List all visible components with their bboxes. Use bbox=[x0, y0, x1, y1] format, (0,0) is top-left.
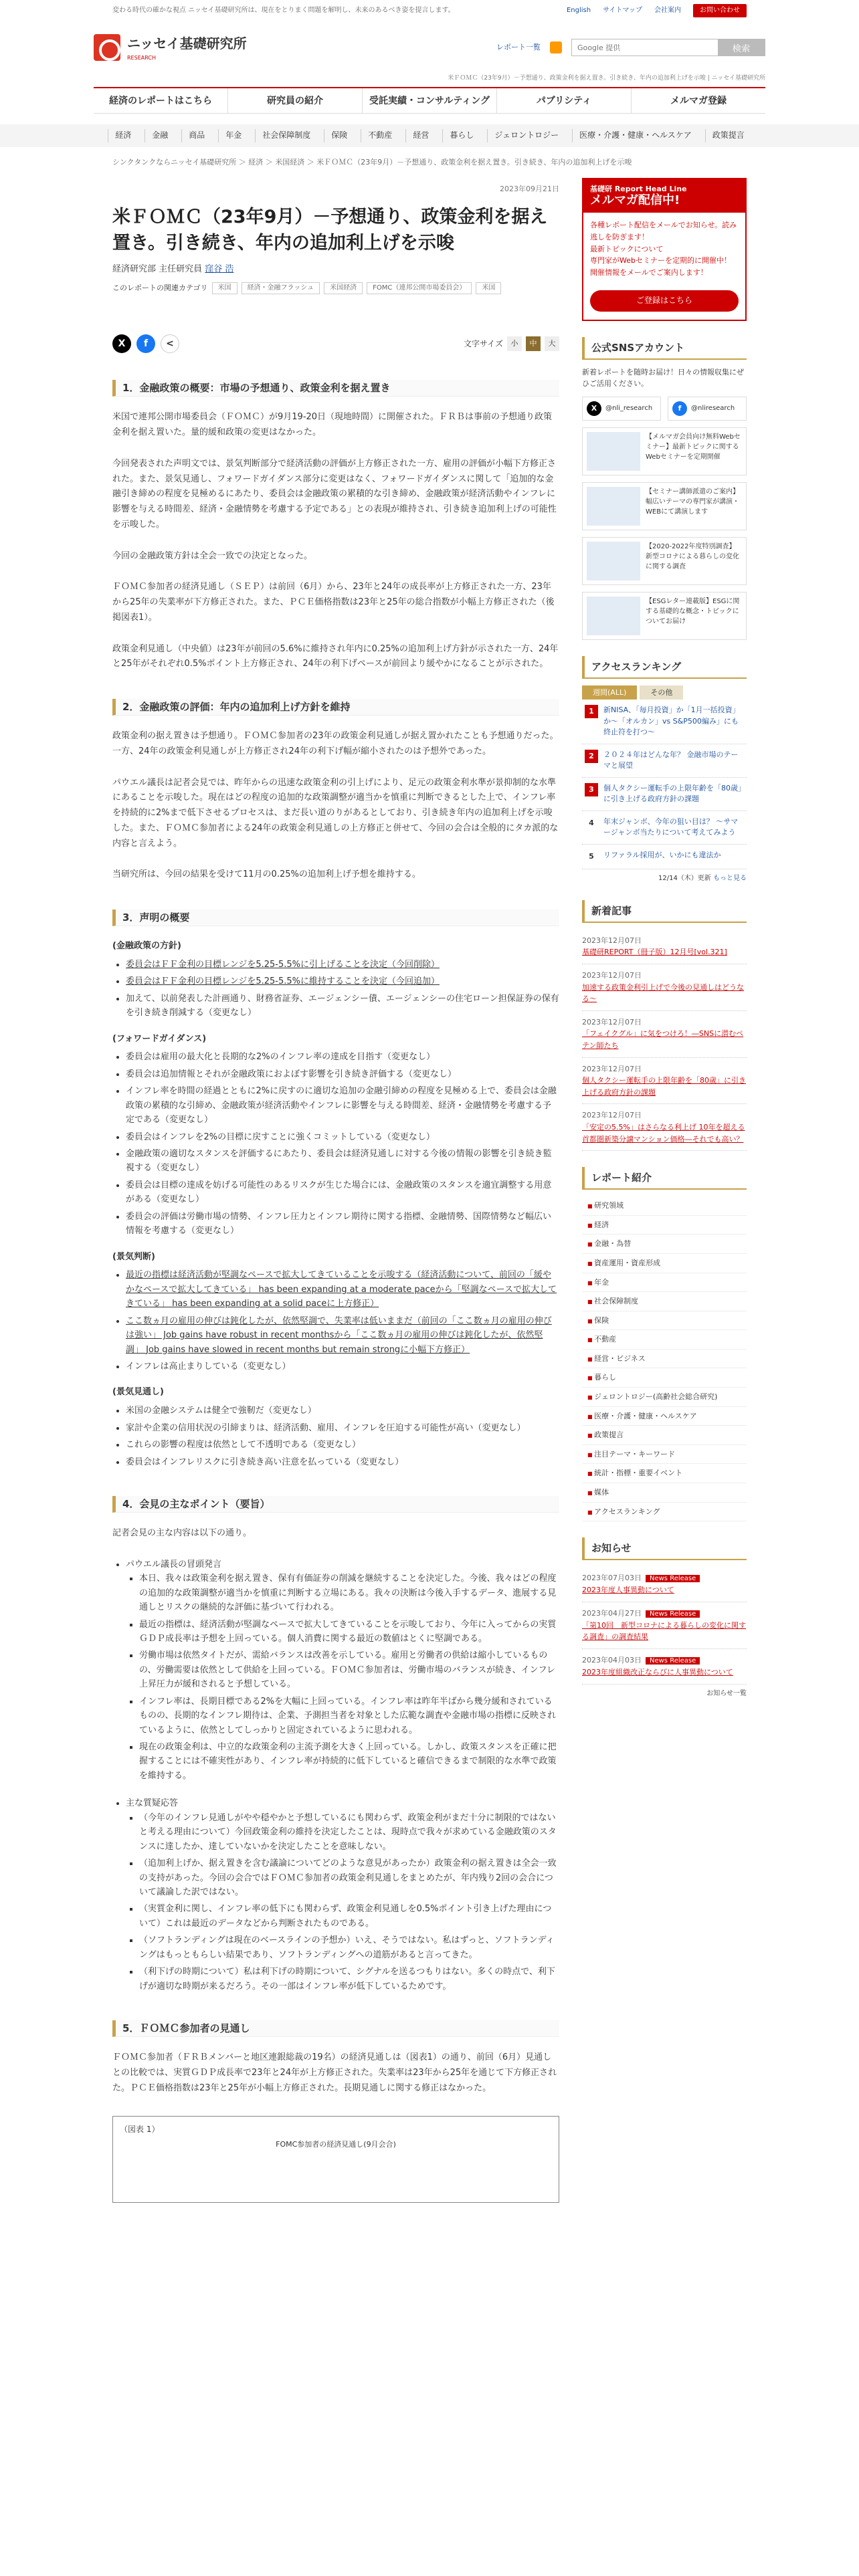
ranking-item[interactable]: 2 ２０２４年はどんな年？ 金融市場のテーマと展望 bbox=[582, 744, 747, 778]
news-item[interactable] bbox=[582, 1058, 747, 1105]
list-item: ▪ （ソフトランディングは現在のベースラインの予想か）いえ、そうではない。私はずっと、ソフトランディングはもっともらしい結果であり、ソフトランディングへの道筋があると言ってきた。 bbox=[139, 1933, 559, 1962]
category-tag[interactable]: 米国 bbox=[212, 282, 237, 294]
promo-banner[interactable] bbox=[582, 592, 747, 640]
ranking-item[interactable]: 1 新NISA、「毎月投資」か「1月一括投資」か～「オルカン」vs S&P500編み」にも終止符を打つ～ bbox=[582, 700, 747, 744]
banner-text: 【セミナー講師派遣のご案内】幅広いテーマの専門家が講演・WEBにて講演します bbox=[646, 488, 739, 516]
facebook-handle: @nliresearch bbox=[691, 404, 735, 412]
category-tag[interactable]: 米国経済 bbox=[324, 282, 363, 294]
english-link[interactable]: English bbox=[566, 7, 591, 14]
paragraph: ＦＯＭＣ参加者の経済見通し（ＳＥＰ）は前回（6月）から、23年と24年の成長率が上方修正された一方、23年から25年の失業率が下方修正された。また、ＰＣＥ価格指数は23年と25年の総合指数が小幅上方修正された（後掲図表1）。 bbox=[112, 582, 555, 623]
ranking-updated: 12/14（木）更新 bbox=[658, 874, 711, 882]
ranking-item[interactable]: 4 年末ジャンボ、今年の狙い目は？ ～サマージャンボ当たりについて考えてみよう bbox=[582, 811, 747, 845]
list-item: • 米国の金融システムは健全で強靭だ（変更なし） bbox=[126, 1404, 559, 1418]
category-link[interactable]: ■ 金融・為替 bbox=[582, 1235, 747, 1254]
subnav-item[interactable]: 経済 bbox=[108, 129, 138, 142]
list-item: ▪ （追加利上げか、据え置きを含む議論についてどのような意見があったか）政策金利の据え置きは全会一致の支持があった。今回の会合ではＦＯＭＣ参加者の政策金利見通しをまとめたが、年内残り2回の会合について議論した訳ではない。 bbox=[139, 1856, 559, 1899]
author-line bbox=[112, 263, 559, 277]
mailmag-line: 開催情報をメールでご案内します！ bbox=[590, 267, 708, 277]
news-item[interactable] bbox=[582, 1011, 747, 1058]
font-size-large-button[interactable]: 大 bbox=[545, 336, 559, 351]
info-badge: News Release bbox=[646, 1610, 700, 1618]
gnav-item-reports[interactable]: 経済のレポートはこちら bbox=[109, 96, 212, 106]
sns-title: 公式SNSアカウント bbox=[582, 337, 747, 360]
category-link[interactable]: ■ 資産運用・資産形成 bbox=[582, 1254, 747, 1273]
list-item: • 委員会の評価は労働市場の情勢、インフレ圧力とインフレ期待に関する指標、金融情勢、国際情勢など幅広い情報を考慮する（変更なし） bbox=[126, 1210, 559, 1239]
category-list bbox=[112, 282, 559, 294]
list-item: • 金融政策の適切なスタンスを評価するにあたり、委員会は経済見通しに対する今後の情報の影響を引き続き監視する（変更なし） bbox=[126, 1147, 559, 1176]
list-item: ▪ （利下げの時期について）私は利下げの時期について、シグナルを送るつもりはない。多くの時点で、利下げが適切な時期が来るだろう。その一部はインフレ率が低下しているためです。 bbox=[139, 1965, 559, 1994]
list-item: ▪ インフレ率は、長期目標である2%を大幅に上回っている。インフレ率は昨年半ばから幾分緩和されているものの、長期的なインフレ期待は、企業、予測担当者を対象とした広範な調査や金融市場の指標に反映されているように、依然としてしっかりと固定されているように思われる。 bbox=[139, 1695, 559, 1737]
logo[interactable] bbox=[94, 33, 247, 63]
list-group-title: 主な質疑応答 bbox=[126, 1798, 179, 1809]
promo-banner[interactable] bbox=[582, 537, 747, 585]
article-date: 2023年09月21日 bbox=[500, 184, 559, 193]
list-item: • インフレは高止まりしている（変更なし） bbox=[126, 1360, 559, 1374]
news-date: 2023年12月07日 bbox=[582, 936, 642, 945]
paragraph: パウエル議長は記者会見では、昨年からの迅速な政策金利の引上げにより、足元の政策金利水準が景抑制的な水準にあることを示唆した。現在はどの程度の追加的な政策調整が適当かを慎重に判断できるとした上で、インフレ率を持続的に2%まで低下させるプロセスは、まだ長い道のりがあるとしており、引き続き年内の追加利上げを示唆した。また、ＦＯＭＣ参加者による24年の政策金利見通しの上方修正と併せて、今回の会合は全般的にタカ派的な内容と言えよう。 bbox=[112, 777, 559, 849]
top-bar bbox=[0, 0, 859, 21]
search-box bbox=[571, 39, 765, 56]
ranking-link[interactable]: ２０２４年はどんな年？ 金融市場のテーマと展望 bbox=[603, 750, 739, 770]
list-item: • 加えて、以前発表した計画通り、財務省証券、エージェンシー債、エージェンシーの住宅ローン担保証券の保有を引き続き削減する（変更なし） bbox=[126, 992, 559, 1021]
new-articles-title: 新着記事 bbox=[582, 900, 747, 923]
sns-list bbox=[582, 397, 747, 421]
list-item: ▪ 本日、我々は政策金利を据え置き、保有有価証券の削減を継続することを決定した。今後、我々はどの程度の追加的な政策調整が適当かを慎重に判断する立場にある。我々の決断は今後入手するデータ、進展する見通しとリスクの継続的な評価に基づいて行われる。 bbox=[139, 1572, 559, 1614]
promo-banner[interactable] bbox=[582, 482, 747, 530]
paragraph: 米国で連邦公開市場委員会（ＦＯＭＣ）が9月19-20日（現地時間）に開催された。ＦＲＢは事前の予想通り政策金利を据え置いた。量的緩和政策の変更はなかった。 bbox=[112, 412, 553, 438]
news-link[interactable]: 「安定の5.5%」はさらなる利上げ 10年を超える首都圏新築分譲マンション価格―それでも高い？ bbox=[582, 1122, 745, 1144]
news-link[interactable]: 「フェイクグル」に気をつけろ！―SNSに潜むペテン師たち bbox=[582, 1029, 744, 1050]
category-link[interactable]: ■ 経済 bbox=[582, 1216, 747, 1235]
paragraph: 政策金利見通し（中央値）は23年が前回の5.6%に維持され年内に0.25%の追加利上げ方針が示された一方、24年と25年がそれぞれ0.5%ポイント上方修正され、24年の利下げペースが前回より緩やかになることが示された。 bbox=[112, 643, 559, 669]
ranking-link[interactable]: リファラル採用が、いかにも違法か bbox=[603, 850, 721, 859]
list-item: • 最近の指標は経済活動が堅調なペースで拡大してきていることを示唆する（経済活動について、前回の「緩やかなペースで拡大してきている」 has been expanding at a moderate paceから「堅調なペースで拡大してきている」 has been expanding at a solid paceに上方修正） bbox=[126, 1268, 559, 1311]
news-item[interactable] bbox=[582, 964, 747, 1011]
info-date: 2023年04月03日 bbox=[582, 1656, 642, 1665]
list-item: ▪ 現在の政策金利は、中立的な政策金利の主流予測を大きく上回っている。しかし、政策スタンスを正確に把握することには不確実性があり、インフレ率が持続的に低下していると確信できるまで制限的な水準で政策を維持する。 bbox=[139, 1740, 559, 1783]
subnav-item[interactable]: 保険 bbox=[324, 129, 354, 142]
font-size-small-button[interactable]: 小 bbox=[507, 336, 522, 351]
mailmag-body bbox=[583, 213, 745, 285]
list-item: • 委員会は雇用の最大化と長期的な2%のインフレ率の達成を目指す（変更なし） bbox=[126, 1050, 559, 1064]
logo-text: ニッセイ基礎研究所 bbox=[127, 35, 247, 51]
tab-other[interactable]: その他 bbox=[640, 685, 683, 700]
news-item[interactable] bbox=[582, 1104, 747, 1151]
mailmag-register-button[interactable]: ご登録はこちら bbox=[590, 290, 739, 311]
logo-mark-icon bbox=[94, 34, 120, 61]
info-date: 2023年04月27日 bbox=[582, 1608, 642, 1618]
site-header bbox=[0, 21, 859, 74]
news-date: 2023年12月07日 bbox=[582, 1111, 642, 1120]
subnav-item[interactable]: 政策提言 bbox=[705, 129, 751, 142]
subnav-item[interactable]: 不動産 bbox=[361, 129, 399, 142]
search-button[interactable]: 検索 bbox=[718, 39, 765, 56]
gnav-item-researchers[interactable]: 研究員の紹介 bbox=[227, 88, 362, 113]
x-account[interactable] bbox=[582, 397, 661, 421]
news-date: 2023年12月07日 bbox=[582, 1064, 642, 1073]
list-item: • 委員会は追加情報とそれが金融政策におよぼす影響を引き続き評価する（変更なし） bbox=[126, 1067, 559, 1081]
paragraph: 政策金利の据え置きは予想通り。ＦＯＭＣ参加者の23年の政策金利見通しが据え置かれたことも予想通りだった。一方、24年の政策金利見通しが上方修正され24年の利下げ幅が縮小されたのは予想外であった。 bbox=[112, 731, 559, 756]
subnav-item[interactable]: 商品 bbox=[181, 129, 211, 142]
sub-heading: (景気判断) bbox=[112, 1251, 155, 1262]
list-item: • これらの影響の程度は依然として不透明である（変更なし） bbox=[126, 1438, 559, 1452]
x-share-icon[interactable]: X bbox=[112, 334, 131, 353]
top-crumb: 米ＦＯＭＣ（23年9月）－予想通り、政策金利を据え置き。引き続き、年内の追加利上げを示唆 | ニッセイ基礎研究所 bbox=[448, 75, 765, 82]
list-item bbox=[126, 1558, 559, 1784]
facebook-icon: f bbox=[672, 401, 687, 416]
sitemap-link[interactable]: サイトマップ bbox=[603, 7, 642, 14]
ranking-item[interactable]: 3 個人タクシー運転手の上限年齢を「80歳」に引き上げる政府方針の課題 bbox=[582, 778, 747, 811]
info-item[interactable] bbox=[582, 1567, 747, 1602]
page-title: 米ＦＯＭＣ（23年9月）－予想通り、政策金利を据え置き。引き続き、年内の追加利上げを示唆 bbox=[112, 207, 548, 254]
share-bar bbox=[112, 334, 559, 353]
font-size-label: 文字サイズ bbox=[463, 338, 503, 348]
info-more-link[interactable]: お知らせ一覧 bbox=[706, 1689, 747, 1697]
info-item[interactable] bbox=[582, 1649, 747, 1685]
news-link[interactable]: 個人タクシー運転手の上限年齢を「80歳」に引き上げる政府方針の課題 bbox=[582, 1076, 746, 1097]
paragraph: 当研究所は、今回の結果を受けて11月の0.25%の追加利上げ予想を維持する。 bbox=[112, 869, 421, 880]
logo-sub: RESEARCH bbox=[127, 54, 156, 61]
contact-button[interactable]: お問い合わせ bbox=[693, 4, 747, 17]
news-date: 2023年12月07日 bbox=[582, 971, 642, 980]
section-heading: 4．会見の主なポイント（要旨） bbox=[112, 1496, 559, 1513]
paragraph: 今回発表された声明文では、景気判断部分で経済活動の評価が上方修正された一方、雇用の評価が小幅下方修正された。また、景気見通し、フォワードガイダンス部分に変更はなく、フォワードガイダンスに関して「追加的な金融引き締めの程度を見極めるにあたり、委員会は金融政策の累積的な引き締め、金融政策が経済活動やインフレに影響を与える時間差、経済・金融情勢を考慮する予定である」との表現が維持され、引き続き追加利上げの可能性を示唆した。 bbox=[112, 458, 557, 530]
category-link[interactable]: ■ 経営・ビジネス bbox=[582, 1350, 747, 1369]
global-nav bbox=[94, 87, 765, 114]
category-label: このレポートの関連カテゴリ bbox=[112, 284, 208, 293]
list-item bbox=[126, 1796, 559, 1994]
search-input[interactable] bbox=[572, 39, 718, 56]
subnav-item[interactable]: ジェロントロジー bbox=[487, 129, 565, 142]
category-link[interactable]: ■ 医療・介護・健康・ヘルスケア bbox=[582, 1407, 747, 1426]
category-link[interactable]: ■ 暮らし bbox=[582, 1368, 747, 1388]
list-group-title: パウエル議長の冒頭発言 bbox=[126, 1559, 222, 1570]
category-link[interactable]: ■ 不動産 bbox=[582, 1330, 747, 1350]
mailmag-title-small: 基礎研 Report Head Line bbox=[590, 184, 687, 193]
article bbox=[112, 178, 559, 2204]
info-link[interactable]: 2023年度人事異動について bbox=[582, 1586, 674, 1595]
list-item: • 委員会はインフレを2%の目標に戻すことに強くコミットしている（変更なし） bbox=[126, 1130, 559, 1144]
ranking-link[interactable]: 個人タクシー運転手の上限年齢を「80歳」に引き上げる政府方針の課題 bbox=[603, 783, 742, 804]
paragraph: 記者会見の主な内容は以下の通り。 bbox=[112, 1528, 252, 1539]
subnav-item[interactable]: 医療・介護・健康・ヘルスケア bbox=[572, 129, 698, 142]
mailmag-title bbox=[583, 179, 745, 213]
sub-nav bbox=[0, 124, 859, 147]
breadcrumb[interactable]: シンクタンクならニッセイ基礎研究所 ＞ 経済 ＞ 米国経済 ＞ 米ＦＯＭＣ（23年9月）－予想通り、政策金利を据え置き。引き続き、年内の追加利上げを示唆 bbox=[112, 158, 632, 167]
paragraph: ＦＯＭＣ参加者（ＦＲＢメンバーと地区連銀総裁の19名）の経済見通しは（図表1）の通り、前回（6月）見通しとの比較では、実質ＧＤＰ成長率で23年と24年が上方修正された。失業率は23年から25年を通じて下方修正された。ＰＣＥ価格指数は23年と25年が小幅上方修正された。長期見通しに関する修正はなかった。 bbox=[112, 2052, 557, 2093]
news-date: 2023年12月07日 bbox=[582, 1017, 642, 1027]
ranking-tabs bbox=[582, 685, 747, 700]
sub-heading: (景気見通し) bbox=[112, 1387, 164, 1398]
category-tag[interactable]: 米国 bbox=[476, 282, 501, 294]
ranking-link[interactable]: 新NISA、「毎月投資」か「1月一括投資」か～「オルカン」vs S&P500編み」にも終止符を打つ～ bbox=[603, 706, 740, 737]
section-heading: 1．金融政策の概要：市場の予想通り、政策金利を据え置き bbox=[112, 380, 559, 397]
sub-heading: (金融政策の方針) bbox=[112, 941, 181, 952]
rss-icon[interactable] bbox=[550, 41, 562, 53]
list-item: • 家計や企業の信用状況の引締まりは、経済活動、雇用、インフレを圧迫する可能性が高い（変更なし） bbox=[126, 1421, 559, 1435]
info-badge: News Release bbox=[646, 1657, 700, 1665]
author-role: 経済研究部 主任研究員 bbox=[112, 264, 203, 275]
category-link[interactable]: ■ アクセスランキング bbox=[582, 1503, 747, 1522]
paragraph: 今回の金融政策方針は全会一致での決定となった。 bbox=[112, 550, 313, 561]
ranking-title: アクセスランキング bbox=[582, 656, 747, 679]
sns-text: 新着レポートを随時お届け！日々の情報収集にぜひご活用ください。 bbox=[582, 367, 744, 389]
figure-label: （図表 1） bbox=[120, 2125, 160, 2135]
font-size-medium-button[interactable]: 中 bbox=[526, 336, 541, 351]
promo-banner[interactable] bbox=[582, 427, 747, 475]
company-link[interactable]: 会社案内 bbox=[654, 7, 681, 14]
list-item: ▪ （実質金利に関し、インフレ率の低下にも関わらず、政策金利見通しを0.5%ポイント引き上げた理由について）これは最近のデータなどから判断されたものである。 bbox=[139, 1902, 559, 1931]
gnav-item-consulting[interactable]: 受託実績・コンサルティング bbox=[362, 88, 496, 113]
category-link[interactable]: ■ 政策提言 bbox=[582, 1426, 747, 1445]
x-handle: @nli_research bbox=[605, 404, 653, 412]
report-categories-title: レポート紹介 bbox=[582, 1167, 747, 1190]
info-item[interactable] bbox=[582, 1602, 747, 1649]
category-link[interactable]: ■ ジェロントロジー(高齢社会総合研究) bbox=[582, 1388, 747, 1407]
report-list-link[interactable]: レポート一覧 bbox=[496, 43, 541, 52]
info-link[interactable]: 2023年度組織改正ならびに人事異動について bbox=[582, 1668, 733, 1677]
figure-box bbox=[112, 2116, 559, 2203]
gnav-item-publicity[interactable]: パブリシティ bbox=[496, 88, 631, 113]
ranking-footer bbox=[582, 873, 747, 884]
list-item: ▪ 最近の指標は、経済活動が堅調なペースで拡大してきていることを示唆しており、今年に入ってからの実質ＧＤＰ成長率は予想を上回っている。個人消費に関する最近の数値はとくに堅調である。 bbox=[139, 1618, 559, 1646]
list-item: ▪ 労働市場は依然タイトだが、需給バランスは改善を示している。雇用と労働者の供給は縮小しているものの、労働需要は依然として供給を上回っている。ＦＯＭＣ参加者は、労働市場のバランスが続き、インフレ上昇圧力が緩和されると予想している。 bbox=[139, 1648, 559, 1691]
mailmag-line: 各種レポート配信をメールでお知らせ。読み逃しを防ぎます！ bbox=[590, 221, 737, 241]
banner-thumb bbox=[587, 487, 640, 526]
list-item: • 委員会はインフレリスクに引き続き高い注意を払っている（変更なし） bbox=[126, 1455, 559, 1469]
x-icon: X bbox=[587, 401, 601, 416]
mailmag-title-main: メルマガ配信中! bbox=[590, 193, 680, 207]
subnav-item[interactable]: 経営 bbox=[405, 129, 436, 142]
tab-weekly[interactable]: 週間(ALL) bbox=[582, 685, 637, 700]
banner-thumb bbox=[587, 542, 640, 580]
news-link[interactable]: 基礎研REPORT（冊子版）12月号[vol.321] bbox=[582, 948, 727, 957]
share-icon[interactable]: < bbox=[161, 334, 179, 353]
mailmag-line: 最新トピックについて bbox=[590, 244, 664, 253]
facebook-account[interactable] bbox=[668, 397, 747, 421]
list-item: • インフレ率を時間の経過とともに2%に戻すのに適切な追加の金融引締めの程度を見極める上で、委員会は金融政策の累積的な引締め、金融政策が経済活動やインフレに影響を与える時間差、経済・金融情勢を考慮する予定である（変更なし） bbox=[126, 1084, 559, 1127]
section-heading: 3．声明の概要 bbox=[112, 909, 559, 926]
info-title: お知らせ bbox=[582, 1537, 747, 1560]
category-link[interactable]: ■ 媒体 bbox=[582, 1483, 747, 1503]
list-item: • 委員会はＦＦ金利の目標レンジを5.25-5.5%に維持することを決定（今回追加） bbox=[126, 974, 559, 988]
figure-title: FOMC参加者の経済見通し(9月会合) bbox=[276, 2140, 396, 2149]
ranking-more-link[interactable]: もっと見る bbox=[713, 874, 747, 882]
info-date: 2023年07月03日 bbox=[582, 1574, 642, 1583]
banner-text: 【メルマガ会員向け無料Webセミナー】最新トピックに関するWebセミナーを定期開催 bbox=[646, 433, 741, 461]
category-link[interactable]: ■ 保険 bbox=[582, 1311, 747, 1331]
banner-text: 【2020-2022年度特別調査】新型コロナによる暮らしの変化に関する調査 bbox=[646, 542, 739, 570]
category-link[interactable]: ■ 統計・指標・重要イベント bbox=[582, 1464, 747, 1483]
category-link[interactable]: ■ 社会保障制度 bbox=[582, 1292, 747, 1311]
info-badge: News Release bbox=[646, 1575, 700, 1582]
author-link[interactable]: 窪谷 浩 bbox=[205, 264, 234, 275]
ranking-link[interactable]: 年末ジャンボ、今年の狙い目は？ ～サマージャンボ当たりについて考えてみよう bbox=[603, 817, 739, 837]
category-tag[interactable]: FOMC（連邦公開市場委員会） bbox=[367, 282, 472, 294]
subnav-item[interactable]: 暮らし bbox=[442, 129, 480, 142]
sub-heading: (フォワードガイダンス) bbox=[112, 1033, 207, 1044]
mailmag-line: 専門家がWebセミナーを定期的に開催中！ bbox=[590, 256, 731, 265]
list-item: ▪ （今年のインフレ見通しがやや穏やかと予想しているにも関わらず、政策金利がまだ十分に制限的ではないと考える理由について）今回政策金利の維持を決定したことは、現時点で我々が求めている金融政策のスタンスに達したか、達していないかを決定したことを意味しない。 bbox=[139, 1811, 559, 1854]
category-link[interactable]: ■ 注目テーマ・キーワード bbox=[582, 1445, 747, 1465]
news-item[interactable] bbox=[582, 930, 747, 964]
banner-thumb bbox=[587, 597, 640, 635]
section-heading: 5．ＦＯＭＣ参加者の見通し bbox=[112, 2020, 559, 2037]
subnav-item[interactable]: 社会保障制度 bbox=[255, 129, 317, 142]
news-link[interactable]: 加速する政策金利引上げで今後の見通しはどうなる～ bbox=[582, 982, 744, 1004]
banner-text: 【ESGレター連載版】ESGに関する基礎的な概念・トピックについてお届け bbox=[646, 597, 740, 625]
subnav-item[interactable]: 金融 bbox=[145, 129, 175, 142]
mailmag-banner[interactable] bbox=[582, 178, 747, 321]
banner-thumb bbox=[587, 432, 640, 471]
facebook-share-icon[interactable]: f bbox=[136, 334, 155, 353]
gnav-item-mailmag[interactable]: メルマガ登録 bbox=[631, 88, 765, 113]
section-heading: 2．金融政策の評価：年内の追加利上げ方針を維持 bbox=[112, 699, 559, 716]
font-size-switcher bbox=[464, 336, 559, 351]
category-link[interactable]: ■ 年金 bbox=[582, 1273, 747, 1293]
info-link[interactable]: 「第10回 新型コロナによる暮らしの変化に関する調査」の調査結果 bbox=[582, 1620, 746, 1642]
list-item: • ここ数ヵ月の雇用の伸びは鈍化したが、依然堅調で、失業率は低いままだ（前回の「ここ数ヵ月の雇用の伸びは強い」 Job gains have robust in recent monthsから「ここ数ヵ月の雇用の伸びは鈍化したが、依然堅調」 Job gains have slowed in recent months but remain strongに小幅下方修正） bbox=[126, 1314, 559, 1357]
subnav-item[interactable]: 年金 bbox=[218, 129, 248, 142]
list-item: • 委員会は目標の達成を妨げる可能性のあるリスクが生じた場合には、金融政策のスタンスを適宜調整する用意がある（変更なし） bbox=[126, 1178, 559, 1207]
list-item: • 委員会はＦＦ金利の目標レンジを5.25-5.5%に引上げることを決定（今回削除） bbox=[126, 958, 559, 972]
category-tag[interactable]: 経済・金融フラッシュ bbox=[242, 282, 320, 294]
category-link[interactable]: ■ 研究領域 bbox=[582, 1196, 747, 1216]
sidebar bbox=[582, 178, 747, 2204]
tagline: 変わる時代の確かな視点 ニッセイ基礎研究所は、現在をとりまく問題を解明し、未来のあるべき姿を提言します。 bbox=[112, 7, 455, 14]
ranking-item[interactable]: 5 リファラル採用が、いかにも違法か bbox=[582, 845, 747, 869]
